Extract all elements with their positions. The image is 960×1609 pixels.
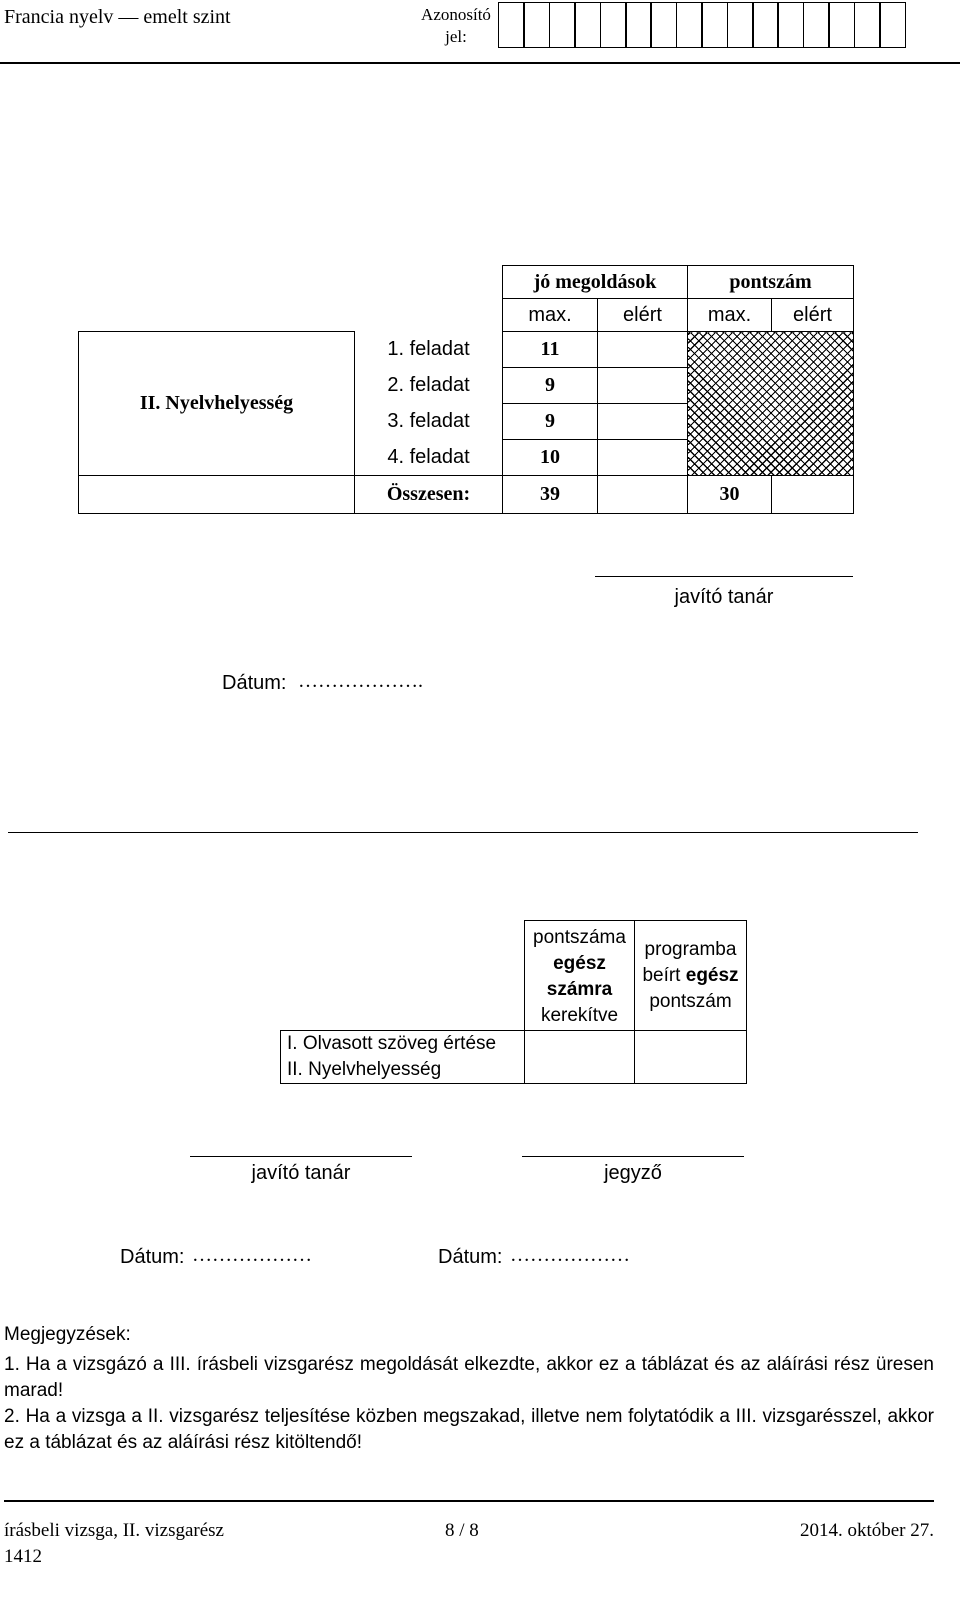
hatched-area — [688, 332, 854, 476]
footer-rule — [4, 1500, 934, 1502]
note-item: 2. Ha a vizsga a II. vizsgarész teljesítése közben megszakad, illetve nem folytatódik a III. vizsgarésszel, akkor ez a táblázat és az aláírási rész kitöltendő! — [4, 1406, 934, 1453]
task-label: 3. feladat — [355, 404, 503, 440]
teacher-signature-line[interactable] — [190, 1156, 412, 1157]
id-box[interactable] — [828, 2, 855, 48]
total-points-achieved-input[interactable] — [772, 476, 854, 514]
task-label: 4. feladat — [355, 440, 503, 476]
clerk-label: jegyző — [604, 1162, 662, 1184]
summary-program-input[interactable] — [635, 1031, 747, 1057]
summary-table — [280, 920, 747, 1084]
notes-heading: Megjegyzések: — [4, 1324, 131, 1345]
task-achieved-input[interactable] — [598, 440, 688, 476]
date-dots[interactable]: ……………… — [510, 1244, 630, 1266]
id-box[interactable] — [752, 2, 779, 48]
date-dots[interactable]: ………………. — [298, 670, 423, 692]
note-item: 1. Ha a vizsgázó a III. írásbeli vizsgarész megoldását elkezdte, akkor ez a táblázat és az aláírási rész üresen marad! — [4, 1354, 934, 1401]
id-label: Azonosító jel: — [421, 5, 491, 46]
task-label: 1. feladat — [355, 332, 503, 368]
notes — [4, 1322, 934, 1456]
clerk-signature-line[interactable] — [522, 1156, 744, 1157]
id-box[interactable] — [676, 2, 703, 48]
task-label: 2. feladat — [355, 368, 503, 404]
footer-left: írásbeli vizsga, II. vizsgarész — [4, 1520, 224, 1541]
date-dots[interactable]: ……………… — [192, 1244, 312, 1266]
id-box[interactable] — [803, 2, 830, 48]
header-text: beírt — [642, 965, 686, 986]
header-rule — [0, 62, 960, 64]
id-box[interactable] — [777, 2, 804, 48]
total-label: Összesen: — [355, 476, 503, 514]
summary-rounded-input[interactable] — [525, 1057, 635, 1084]
document-header-title: Francia nyelv — emelt szint — [4, 6, 231, 28]
date-label: Dátum: — [438, 1246, 503, 1268]
header-text: programba — [644, 939, 737, 960]
footer-page: 8 / 8 — [445, 1520, 479, 1541]
col-achieved-points: elért — [772, 299, 854, 332]
task-max: 9 — [503, 404, 598, 440]
col-header-points: pontszám — [688, 266, 854, 299]
id-box[interactable] — [574, 2, 601, 48]
col-achieved-good: elért — [598, 299, 688, 332]
header-text: számra — [546, 979, 613, 1000]
task-max: 11 — [503, 332, 598, 368]
id-box[interactable] — [727, 2, 754, 48]
id-box[interactable] — [498, 2, 525, 48]
summary-program-input[interactable] — [635, 1057, 747, 1084]
teacher-label: javító tanár — [674, 586, 774, 608]
id-box[interactable] — [523, 2, 550, 48]
header-text: egész — [553, 953, 606, 974]
task-max: 10 — [503, 440, 598, 476]
task-achieved-input[interactable] — [598, 368, 688, 404]
summary-row-label: I. Olvasott szöveg értése — [281, 1031, 525, 1057]
header-text: kerekítve — [540, 1005, 619, 1026]
summary-rounded-input[interactable] — [525, 1031, 635, 1057]
header-text: egész — [685, 965, 739, 986]
id-box[interactable] — [854, 2, 881, 48]
task-achieved-input[interactable] — [598, 404, 688, 440]
col-max-good: max. — [503, 299, 598, 332]
header-text: pontszám — [649, 991, 732, 1012]
task-achieved-input[interactable] — [598, 332, 688, 368]
header-text: pontszáma — [533, 927, 626, 948]
program-points-header — [635, 921, 747, 1031]
id-box[interactable] — [650, 2, 677, 48]
task-max: 9 — [503, 368, 598, 404]
id-box[interactable] — [600, 2, 627, 48]
total-max: 39 — [503, 476, 598, 514]
total-points-max: 30 — [688, 476, 772, 514]
id-box[interactable] — [879, 2, 906, 48]
teacher-signature-line[interactable] — [595, 576, 853, 577]
id-box[interactable] — [625, 2, 652, 48]
footer-date: 2014. október 27. — [799, 1520, 934, 1541]
total-achieved-input[interactable] — [598, 476, 688, 514]
id-box[interactable] — [549, 2, 576, 48]
col-max-points: max. — [688, 299, 772, 332]
footer-code: 1412 — [4, 1546, 42, 1567]
date-label: Dátum: — [120, 1246, 185, 1268]
section-divider — [8, 832, 918, 833]
rounded-points-header — [525, 921, 635, 1031]
summary-row-label: II. Nyelvhelyesség — [281, 1057, 525, 1084]
id-box[interactable] — [701, 2, 728, 48]
teacher-label: javító tanár — [251, 1162, 351, 1184]
col-header-good-solutions: jó megoldások — [503, 266, 688, 299]
date-label: Dátum: — [222, 672, 287, 694]
score-table — [78, 265, 854, 514]
section-title: II. Nyelvhelyesség — [79, 332, 355, 476]
id-boxes[interactable] — [498, 2, 905, 48]
